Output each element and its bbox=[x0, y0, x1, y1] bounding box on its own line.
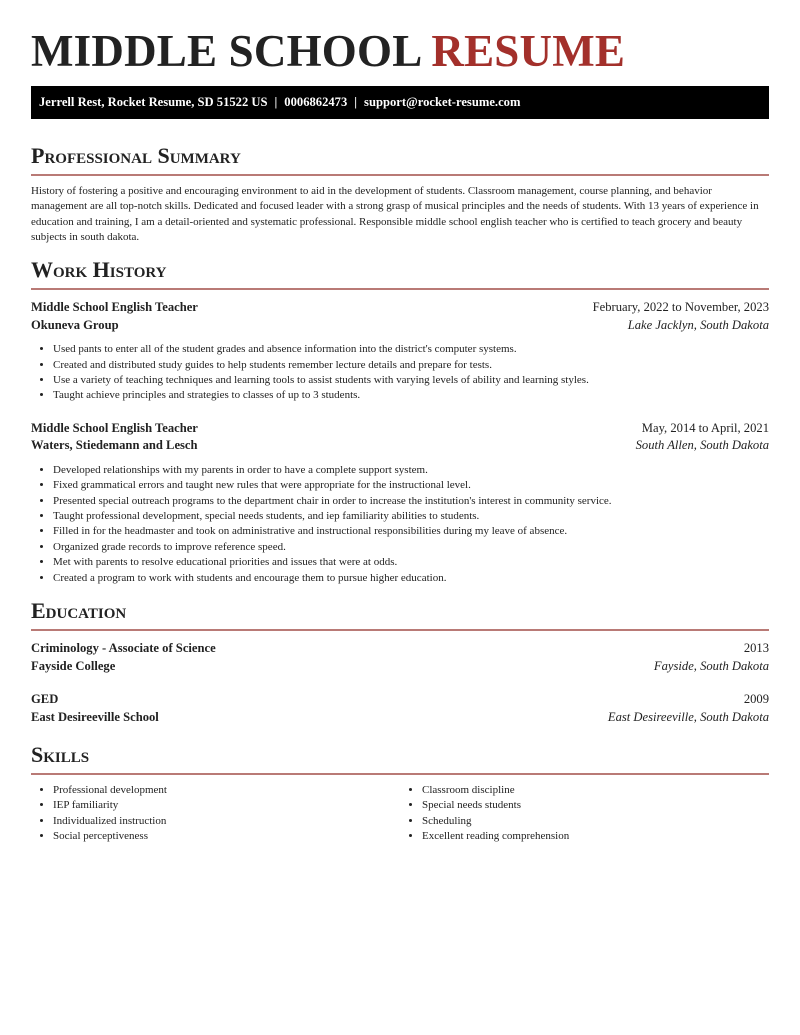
section-heading: Work History bbox=[31, 257, 167, 283]
entry-row bbox=[31, 299, 769, 317]
section-divider bbox=[31, 629, 769, 631]
job-entry bbox=[31, 420, 769, 586]
skill-item: • Individualized instruction bbox=[53, 814, 400, 829]
list-item: • Met with parents to resolve educational priorities and issues that were at odds. bbox=[53, 555, 769, 570]
entry-right: Fayside, South Dakota bbox=[653, 658, 769, 673]
entry-right: South Allen, South Dakota bbox=[635, 438, 769, 453]
contact-email[interactable]: support@rocket-resume.com bbox=[364, 95, 521, 109]
entry-right: 2009 bbox=[743, 692, 769, 707]
section-divider bbox=[31, 174, 769, 176]
list-item: • Taught professional development, special needs students, and iep familiarity abilities to students. bbox=[53, 509, 769, 524]
entry-right: Lake Jacklyn, South Dakota bbox=[627, 317, 769, 332]
entry-row bbox=[31, 691, 769, 709]
list-item: • Organized grade records to improve reference speed. bbox=[53, 540, 769, 555]
entry-row bbox=[31, 420, 769, 438]
skill-item: • Special needs students bbox=[422, 798, 769, 813]
contact-bar bbox=[31, 86, 769, 119]
summary-section bbox=[31, 143, 769, 245]
skills-section bbox=[31, 742, 769, 845]
entry-right: February, 2022 to November, 2023 bbox=[592, 300, 769, 315]
entry-right: May, 2014 to April, 2021 bbox=[641, 420, 769, 435]
contact-phone: 0006862473 bbox=[284, 95, 348, 109]
contact-address: Jerrell Rest, Rocket Resume, SD 51522 US bbox=[39, 95, 268, 109]
title-accent: RESUME bbox=[431, 26, 626, 76]
entry-row bbox=[31, 437, 769, 455]
skill-item: • Excellent reading comprehension bbox=[422, 829, 769, 844]
list-item: • Developed relationships with my parents in order to have a complete support system. bbox=[53, 463, 769, 478]
separator: | bbox=[354, 95, 358, 109]
section-heading: Professional Summary bbox=[31, 143, 241, 168]
section-heading: Education bbox=[31, 598, 127, 624]
list-item: • Created and distributed study guides to help students remember lecture details and prepare for tests. bbox=[53, 358, 769, 373]
list-item: • Filled in for the headmaster and took on administrative and instructional responsibilities during my leave of absence. bbox=[53, 524, 769, 539]
job-bullets bbox=[31, 463, 769, 586]
skill-item: • IEP familiarity bbox=[53, 798, 400, 813]
entry-left: GED bbox=[31, 692, 59, 707]
skill-item: • Professional development bbox=[53, 783, 400, 798]
section-heading: Skills bbox=[31, 742, 90, 768]
job-entry bbox=[31, 299, 769, 404]
list-item: • Created a program to work with students and encourage them to pursue higher education. bbox=[53, 571, 769, 586]
entry-left: Waters, Stiedemann and Lesch bbox=[31, 438, 198, 453]
education-section bbox=[31, 598, 769, 726]
skills-list bbox=[31, 775, 769, 845]
entry-row bbox=[31, 640, 769, 658]
skill-item: • Social perceptiveness bbox=[53, 829, 400, 844]
entry-left: Middle School English Teacher bbox=[31, 300, 198, 315]
entry-row bbox=[31, 658, 769, 676]
education-entry bbox=[31, 691, 769, 726]
separator: | bbox=[274, 95, 278, 109]
section-divider bbox=[31, 288, 769, 290]
list-item: • Use a variety of teaching techniques and learning tools to assist students with varying levels of ability and learning styles. bbox=[53, 373, 769, 388]
title-main: MIDDLE SCHOOL bbox=[31, 26, 420, 76]
list-item: • Presented special outreach programs to the department chair in order to increase the institution's interest in community service. bbox=[53, 494, 769, 509]
entry-left: Middle School English Teacher bbox=[31, 420, 198, 435]
entry-left: Criminology - Associate of Science bbox=[31, 641, 216, 656]
entry-right: 2013 bbox=[743, 641, 769, 656]
skill-item: • Scheduling bbox=[422, 814, 769, 829]
entry-left: East Desireeville School bbox=[31, 709, 159, 724]
entry-left: Okuneva Group bbox=[31, 317, 119, 332]
entry-row bbox=[31, 317, 769, 335]
skills-column-right bbox=[400, 783, 769, 845]
summary-text: History of fostering a positive and encouraging environment to aid in the development of students. Classroom management, course planning, and behavior management are all top-notch skills. Dedicated and focused leader with a strong grasp of musical principles and the needs of students. With 13 years of experience in education and training, I am a detail-oriented and systematic professional. Responsible middle school english teacher who is certified to teach grocery and beauty subjects in south dakota. bbox=[31, 185, 759, 243]
skill-item: • Classroom discipline bbox=[422, 783, 769, 798]
skills-column-left bbox=[31, 783, 400, 845]
work-section bbox=[31, 257, 769, 586]
entry-left: Fayside College bbox=[31, 658, 116, 673]
list-item: • Used pants to enter all of the student grades and absence information into the district's computer systems. bbox=[53, 342, 769, 357]
job-bullets bbox=[31, 342, 769, 404]
entry-right: East Desireeville, South Dakota bbox=[607, 709, 769, 724]
list-item: • Fixed grammatical errors and taught new rules that were appropriate for the instructional level. bbox=[53, 478, 769, 493]
entry-row bbox=[31, 709, 769, 727]
list-item: • Taught achieve principles and strategies to classes of up to 3 students. bbox=[53, 388, 769, 403]
education-entry bbox=[31, 640, 769, 675]
resume-title bbox=[31, 0, 769, 75]
